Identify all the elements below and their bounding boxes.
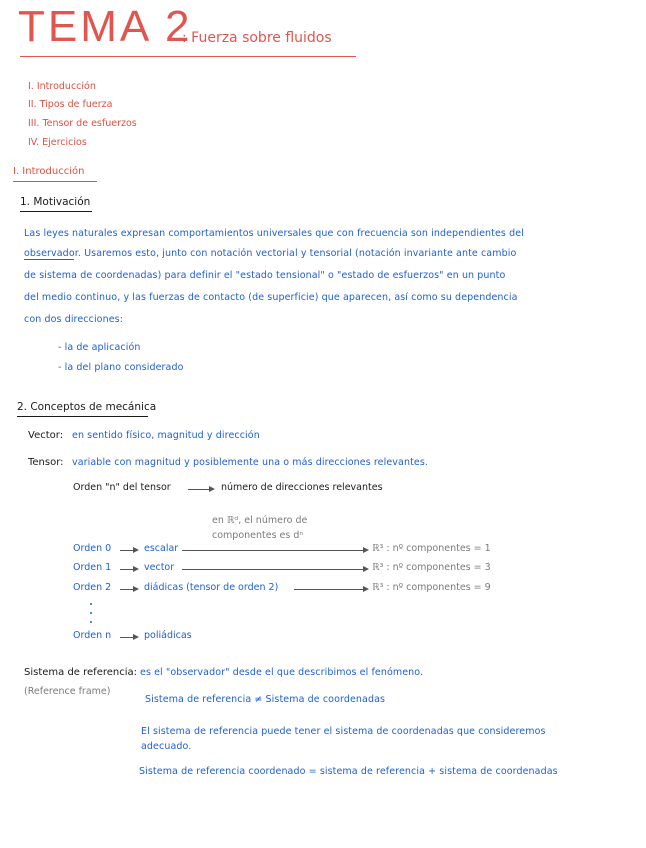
sistema-line: Sistema de referencia coordenado = sistema de referencia + sistema de coordenadas — [139, 766, 558, 777]
order-label: Orden n — [73, 630, 112, 641]
page-subtitle: : Fuerza sobre fluidos — [182, 30, 332, 46]
sistema-line: El sistema de referencia puede tener el sistema de coordenadas que consideremos — [141, 726, 546, 737]
arrow-icon — [363, 586, 369, 592]
arrow-line — [294, 589, 364, 590]
ellipsis-dot — [90, 621, 92, 623]
arrow-icon — [209, 486, 215, 492]
paragraph-line: observador. Usaremos esto, junto con notación vectorial y tensorial (notación invariante ante cambio — [24, 248, 517, 259]
section-underline — [13, 181, 97, 182]
arrow-line — [188, 489, 210, 490]
arrow-line — [120, 589, 134, 590]
arrow-icon — [133, 634, 139, 640]
sistema-line: Sistema de referencia ≠ Sistema de coordenadas — [145, 694, 386, 705]
arrow-line — [120, 550, 134, 551]
section-heading: I. Introducción — [13, 166, 85, 177]
vector-definition: en sentido físico, magnitud y dirección — [72, 430, 260, 441]
arrow-icon — [363, 547, 369, 553]
tensor-order-description: número de direcciones relevantes — [221, 482, 383, 493]
arrow-icon — [133, 547, 139, 553]
ellipsis-dot — [90, 612, 92, 614]
note-line: en ℝᵈ, el número de — [212, 515, 308, 526]
title-underline — [20, 56, 356, 57]
ellipsis-dot — [90, 603, 92, 605]
paragraph-line: del medio continuo, y las fuerzas de contacto (de superficie) que aparecen, así como su dependencia — [24, 292, 518, 303]
tensor-label: Tensor: — [28, 457, 64, 468]
subsection-heading-conceptos: 2. Conceptos de mecánica — [17, 401, 157, 413]
sistema-label: Sistema de referencia: — [24, 667, 138, 678]
paragraph-line: Las leyes naturales expresan comportamientos universales que con frecuencia son independientes del — [24, 228, 524, 239]
subsection-heading-motivacion: 1. Motivación — [20, 196, 91, 208]
subsection-underline — [17, 416, 148, 417]
toc-item-1: I. Introducción — [28, 81, 96, 92]
arrow-line — [120, 637, 134, 638]
toc-item-3: III. Tensor de esfuerzos — [28, 118, 137, 129]
order-label: Orden 2 — [73, 582, 112, 593]
order-result: ℝ³ : nº componentes = 1 — [372, 543, 491, 554]
order-name: escalar — [144, 543, 179, 554]
paragraph-line: con dos direcciones: — [24, 314, 124, 325]
order-label: Orden 0 — [73, 543, 112, 554]
arrow-icon — [133, 586, 139, 592]
sistema-line: adecuado. — [141, 741, 192, 752]
order-result: ℝ³ : nº componentes = 9 — [372, 582, 491, 593]
arrow-line — [182, 569, 364, 570]
sistema-definition: es el "observador" desde el que describimos el fenómeno. — [140, 667, 424, 678]
arrow-line — [182, 550, 364, 551]
order-result: ℝ³ : nº componentes = 3 — [372, 562, 491, 573]
arrow-icon — [363, 566, 369, 572]
subsection-underline — [20, 211, 92, 212]
paragraph-line: de sistema de coordenadas) para definir el "estado tensional" o "estado de esfuerzos" en un punto — [24, 270, 506, 281]
tensor-definition: variable con magnitud y posiblemente una o más direcciones relevantes. — [72, 457, 429, 468]
toc-item-2: II. Tipos de fuerza — [28, 99, 113, 110]
page-title: TEMA 2 — [18, 2, 193, 51]
underline-mark — [24, 259, 74, 260]
arrow-line — [120, 569, 134, 570]
order-name: poliádicas — [144, 630, 192, 641]
bullet-item: - la del plano considerado — [58, 362, 184, 373]
note-line: componentes es dⁿ — [212, 530, 304, 541]
toc-item-4: IV. Ejercicios — [28, 137, 87, 148]
arrow-icon — [133, 566, 139, 572]
bullet-item: - la de aplicación — [58, 342, 141, 353]
order-label: Orden 1 — [73, 562, 112, 573]
order-name: diádicas (tensor de orden 2) — [144, 582, 279, 593]
sistema-aside: (Reference frame) — [24, 686, 111, 697]
order-name: vector — [144, 562, 175, 573]
tensor-order-label: Orden "n" del tensor — [73, 482, 171, 493]
vector-label: Vector: — [28, 430, 64, 441]
